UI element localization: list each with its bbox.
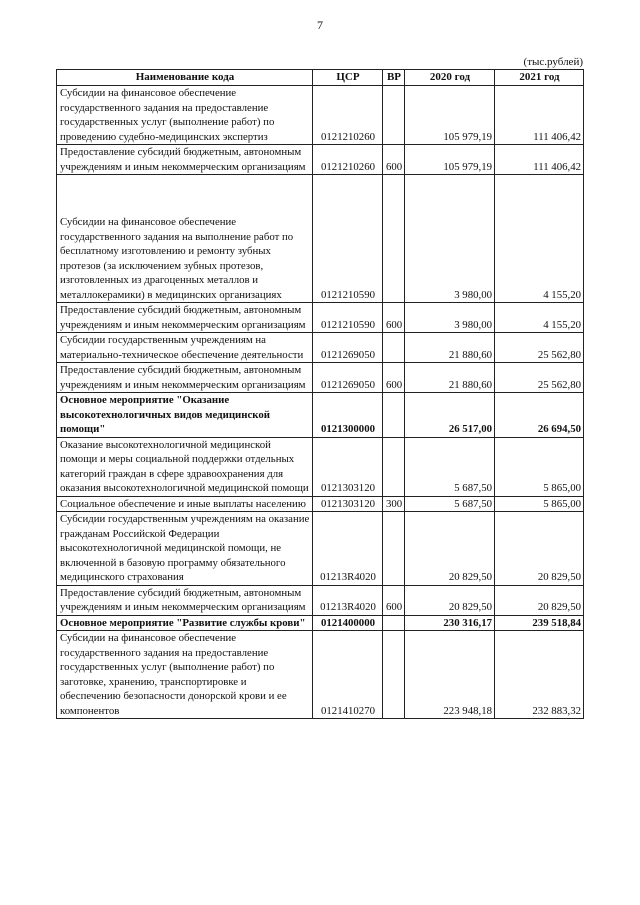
row-vr: 600 bbox=[383, 363, 405, 393]
row-2020: 105 979,19 bbox=[405, 86, 495, 145]
row-vr bbox=[383, 175, 405, 303]
row-name: Предоставление субсидий бюджетным, автономным учреждениям и иным некоммерческим организациям bbox=[57, 303, 313, 333]
row-csr: 0121300000 bbox=[313, 393, 383, 438]
row-name: Социальное обеспечение и иные выплаты населению bbox=[57, 496, 313, 512]
row-csr: 0121410270 bbox=[313, 631, 383, 719]
row-csr: 0121400000 bbox=[313, 615, 383, 631]
table-row bbox=[57, 512, 584, 586]
header-vr: ВР bbox=[383, 70, 405, 86]
row-2021: 4 155,20 bbox=[495, 175, 584, 303]
row-vr bbox=[383, 333, 405, 363]
row-2020: 3 980,00 bbox=[405, 175, 495, 303]
row-2021: 4 155,20 bbox=[495, 303, 584, 333]
row-vr: 300 bbox=[383, 496, 405, 512]
row-2020: 5 687,50 bbox=[405, 437, 495, 496]
row-2020: 21 880,60 bbox=[405, 333, 495, 363]
row-name: Предоставление субсидий бюджетным, автономным учреждениям и иным некоммерческим организациям bbox=[57, 145, 313, 175]
row-2021: 25 562,80 bbox=[495, 363, 584, 393]
row-name: Оказание высокотехнологичной медицинской помощи и меры социальной поддержки отдельных категорий граждан в сфере здравоохранения для оказания высокотехнологичной медицинской помощи bbox=[57, 437, 313, 496]
table-row bbox=[57, 496, 584, 512]
row-2020: 26 517,00 bbox=[405, 393, 495, 438]
row-name: Субсидии на финансовое обеспечение государственного задания на предоставление государственных услуг (выполнение работ) по заготовке, хранению, транспортировке и обеспечению безопасности донорской крови и ее компонентов bbox=[57, 631, 313, 719]
row-2020: 20 829,50 bbox=[405, 512, 495, 586]
row-2021: 239 518,84 bbox=[495, 615, 584, 631]
row-name: Субсидии государственным учреждениям на материально-техническое обеспечение деятельности bbox=[57, 333, 313, 363]
row-vr: 600 bbox=[383, 145, 405, 175]
row-name: Субсидии на финансовое обеспечение государственного задания на выполнение работ по бесплатному изготовлению и ремонту зубных протезов (за исключением зубных протезов, изготовленных из драгоценных металлов и металлокерамики) в медицинских организациях bbox=[57, 175, 313, 303]
row-csr: 0121303120 bbox=[313, 496, 383, 512]
table-row bbox=[57, 615, 584, 631]
table-row bbox=[57, 437, 584, 496]
header-name: Наименование кода bbox=[57, 70, 313, 86]
row-name: Субсидии государственным учреждениям на оказание гражданам Российской Федерации высокотехнологичной медицинской помощи, не включенной в базовую программу обязательного медицинского страхования bbox=[57, 512, 313, 586]
row-name: Субсидии на финансовое обеспечение государственного задания на предоставление государственных услуг (выполнение работ) по проведению судебно-медицинских экспертиз bbox=[57, 86, 313, 145]
table-row bbox=[57, 303, 584, 333]
row-2021: 26 694,50 bbox=[495, 393, 584, 438]
row-2020: 105 979,19 bbox=[405, 145, 495, 175]
row-vr bbox=[383, 631, 405, 719]
row-2020: 21 880,60 bbox=[405, 363, 495, 393]
row-csr: 0121210590 bbox=[313, 175, 383, 303]
row-vr bbox=[383, 512, 405, 586]
row-2020: 230 316,17 bbox=[405, 615, 495, 631]
row-csr: 0121269050 bbox=[313, 333, 383, 363]
row-vr: 600 bbox=[383, 585, 405, 615]
row-csr: 0121269050 bbox=[313, 363, 383, 393]
table-header-row bbox=[57, 70, 584, 86]
row-2021: 20 829,50 bbox=[495, 512, 584, 586]
row-name: Предоставление субсидий бюджетным, автономным учреждениям и иным некоммерческим организациям bbox=[57, 585, 313, 615]
row-2020: 5 687,50 bbox=[405, 496, 495, 512]
row-2020: 3 980,00 bbox=[405, 303, 495, 333]
row-vr bbox=[383, 437, 405, 496]
row-vr bbox=[383, 393, 405, 438]
table-row bbox=[57, 631, 584, 719]
table-row bbox=[57, 175, 584, 303]
row-csr: 01213R4020 bbox=[313, 585, 383, 615]
row-2021: 111 406,42 bbox=[495, 86, 584, 145]
table-row bbox=[57, 86, 584, 145]
header-2021: 2021 год bbox=[495, 70, 584, 86]
row-2021: 232 883,32 bbox=[495, 631, 584, 719]
row-csr: 0121210260 bbox=[313, 86, 383, 145]
row-csr: 01213R4020 bbox=[313, 512, 383, 586]
row-2020: 20 829,50 bbox=[405, 585, 495, 615]
row-2021: 25 562,80 bbox=[495, 333, 584, 363]
row-name: Основное мероприятие "Развитие службы крови" bbox=[57, 615, 313, 631]
budget-table bbox=[56, 69, 584, 719]
row-2021: 111 406,42 bbox=[495, 145, 584, 175]
table-row bbox=[57, 393, 584, 438]
table-row bbox=[57, 333, 584, 363]
row-csr: 0121210590 bbox=[313, 303, 383, 333]
row-2021: 20 829,50 bbox=[495, 585, 584, 615]
page-number: 7 bbox=[317, 18, 323, 32]
row-2020: 223 948,18 bbox=[405, 631, 495, 719]
row-csr: 0121210260 bbox=[313, 145, 383, 175]
row-2021: 5 865,00 bbox=[495, 496, 584, 512]
row-csr: 0121303120 bbox=[313, 437, 383, 496]
row-name: Основное мероприятие "Оказание высокотехнологичных видов медицинской помощи" bbox=[57, 393, 313, 438]
header-2020: 2020 год bbox=[405, 70, 495, 86]
row-name: Предоставление субсидий бюджетным, автономным учреждениям и иным некоммерческим организациям bbox=[57, 363, 313, 393]
row-vr bbox=[383, 86, 405, 145]
table-row bbox=[57, 585, 584, 615]
table-row bbox=[57, 145, 584, 175]
unit-label: (тыс.рублей) bbox=[523, 56, 583, 68]
table-row bbox=[57, 363, 584, 393]
row-2021: 5 865,00 bbox=[495, 437, 584, 496]
header-csr: ЦСР bbox=[313, 70, 383, 86]
row-vr: 600 bbox=[383, 303, 405, 333]
row-vr bbox=[383, 615, 405, 631]
